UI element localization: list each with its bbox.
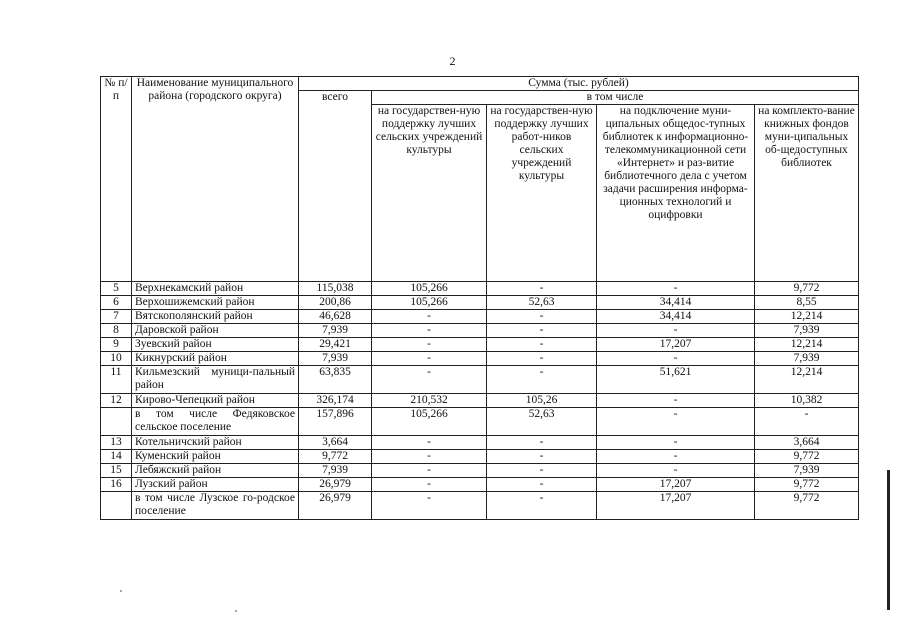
row-number: 12 (101, 394, 132, 408)
cell-book-funds: 9,772 (755, 478, 859, 492)
cell-total: 157,896 (299, 408, 372, 436)
cell-internet-libraries: 34,414 (597, 296, 755, 310)
cell-book-funds: 12,214 (755, 338, 859, 352)
cell-total: 26,979 (299, 492, 372, 520)
cell-book-funds: 10,382 (755, 394, 859, 408)
table-row (101, 352, 859, 366)
row-number (101, 492, 132, 520)
table-row (101, 408, 859, 436)
cell-workers-support: - (487, 478, 597, 492)
cell-total: 29,421 (299, 338, 372, 352)
header-incl: в том числе (372, 91, 859, 105)
district-name: Даровской район (132, 324, 299, 338)
row-number: 13 (101, 436, 132, 450)
table-row (101, 310, 859, 324)
cell-book-funds: - (755, 408, 859, 436)
cell-culture-support: - (372, 352, 487, 366)
row-number: 16 (101, 478, 132, 492)
table-row (101, 492, 859, 520)
table-row (101, 366, 859, 394)
cell-culture-support: - (372, 492, 487, 520)
header-total: всего (299, 91, 372, 282)
cell-culture-support: - (372, 324, 487, 338)
cell-workers-support: - (487, 436, 597, 450)
district-name: Лузский район (132, 478, 299, 492)
cell-workers-support: - (487, 282, 597, 296)
table-row (101, 324, 859, 338)
table-row (101, 394, 859, 408)
table-row (101, 464, 859, 478)
cell-total: 7,939 (299, 464, 372, 478)
district-name: Зуевский район (132, 338, 299, 352)
cell-internet-libraries: - (597, 324, 755, 338)
district-name: в том числе Лузское го-родское поселение (132, 492, 299, 520)
cell-book-funds: 3,664 (755, 436, 859, 450)
district-name: в том числе Федяковское сельское поселение (132, 408, 299, 436)
cell-workers-support: 52,63 (487, 408, 597, 436)
table-row (101, 296, 859, 310)
header-col1: на государствен-ную поддержку лучших сельских учреждений культуры (372, 105, 487, 282)
cell-culture-support: - (372, 464, 487, 478)
table-row (101, 436, 859, 450)
cell-total: 115,038 (299, 282, 372, 296)
row-number: 7 (101, 310, 132, 324)
district-name: Вятскополянский район (132, 310, 299, 324)
cell-internet-libraries: 17,207 (597, 492, 755, 520)
cell-culture-support: 105,266 (372, 296, 487, 310)
table-row (101, 450, 859, 464)
table-row (101, 282, 859, 296)
row-number: 15 (101, 464, 132, 478)
cell-total: 3,664 (299, 436, 372, 450)
header-name: Наименование муниципального района (городского округа) (132, 77, 299, 282)
cell-workers-support: - (487, 450, 597, 464)
header-col2: на государствен-ную поддержку лучших работ-ников сельских учреждений культуры (487, 105, 597, 282)
cell-internet-libraries: 51,621 (597, 366, 755, 394)
cell-book-funds: 12,214 (755, 366, 859, 394)
cell-internet-libraries: 17,207 (597, 478, 755, 492)
cell-workers-support: - (487, 324, 597, 338)
cell-culture-support: - (372, 478, 487, 492)
header-col3: на подключение муни-ципальных общедос-тупных библиотек к информационно-телекоммуникационной сети «Интернет» и раз-витие библиотечного дела с учетом задачи расширения информа-ционных технологий и оцифровки (597, 105, 755, 282)
row-number: 5 (101, 282, 132, 296)
cell-internet-libraries: - (597, 352, 755, 366)
district-name: Кирово-Чепецкий район (132, 394, 299, 408)
cell-internet-libraries: - (597, 394, 755, 408)
funding-table (100, 76, 859, 520)
cell-book-funds: 7,939 (755, 324, 859, 338)
cell-internet-libraries: - (597, 450, 755, 464)
row-number: 10 (101, 352, 132, 366)
cell-internet-libraries: 17,207 (597, 338, 755, 352)
row-number: 6 (101, 296, 132, 310)
page-number: 2 (449, 54, 456, 68)
cell-total: 46,628 (299, 310, 372, 324)
cell-workers-support: 52,63 (487, 296, 597, 310)
cell-culture-support: - (372, 436, 487, 450)
cell-workers-support: - (487, 310, 597, 324)
cell-book-funds: 7,939 (755, 352, 859, 366)
cell-culture-support: - (372, 310, 487, 324)
table-row (101, 338, 859, 352)
district-name: Котельничский район (132, 436, 299, 450)
cell-total: 326,174 (299, 394, 372, 408)
cell-workers-support: - (487, 352, 597, 366)
cell-internet-libraries: 34,414 (597, 310, 755, 324)
district-name: Лебяжский район (132, 464, 299, 478)
row-number: 9 (101, 338, 132, 352)
cell-book-funds: 7,939 (755, 464, 859, 478)
cell-total: 9,772 (299, 450, 372, 464)
row-number: 8 (101, 324, 132, 338)
row-number: 14 (101, 450, 132, 464)
district-name: Кикнурский район (132, 352, 299, 366)
district-name: Кильмезский муници-пальный район (132, 366, 299, 394)
table-row (101, 478, 859, 492)
cell-book-funds: 9,772 (755, 282, 859, 296)
cell-workers-support: - (487, 464, 597, 478)
header-sum: Сумма (тыс. рублей) (299, 77, 859, 91)
cell-internet-libraries: - (597, 408, 755, 436)
header-num: № п/п (101, 77, 132, 282)
cell-total: 63,835 (299, 366, 372, 394)
cell-workers-support: 105,26 (487, 394, 597, 408)
cell-culture-support: - (372, 338, 487, 352)
scan-speck (120, 590, 122, 592)
cell-culture-support: - (372, 450, 487, 464)
cell-workers-support: - (487, 338, 597, 352)
header-col4: на комплекто-вание книжных фондов муни-ципальных об-щедоступных библиотек (755, 105, 859, 282)
cell-total: 7,939 (299, 324, 372, 338)
cell-culture-support: 210,532 (372, 394, 487, 408)
cell-workers-support: - (487, 366, 597, 394)
cell-culture-support: 105,266 (372, 408, 487, 436)
cell-book-funds: 8,55 (755, 296, 859, 310)
scan-margin-bar (887, 470, 890, 610)
cell-internet-libraries: - (597, 464, 755, 478)
cell-total: 7,939 (299, 352, 372, 366)
cell-culture-support: 105,266 (372, 282, 487, 296)
cell-book-funds: 9,772 (755, 450, 859, 464)
row-number: 11 (101, 366, 132, 394)
cell-book-funds: 12,214 (755, 310, 859, 324)
district-name: Верхнекамский район (132, 282, 299, 296)
cell-book-funds: 9,772 (755, 492, 859, 520)
cell-total: 26,979 (299, 478, 372, 492)
cell-workers-support: - (487, 492, 597, 520)
cell-internet-libraries: - (597, 282, 755, 296)
row-number (101, 408, 132, 436)
cell-internet-libraries: - (597, 436, 755, 450)
district-name: Верхошижемский район (132, 296, 299, 310)
cell-culture-support: - (372, 366, 487, 394)
scan-speck (235, 610, 237, 612)
district-name: Куменский район (132, 450, 299, 464)
cell-total: 200,86 (299, 296, 372, 310)
